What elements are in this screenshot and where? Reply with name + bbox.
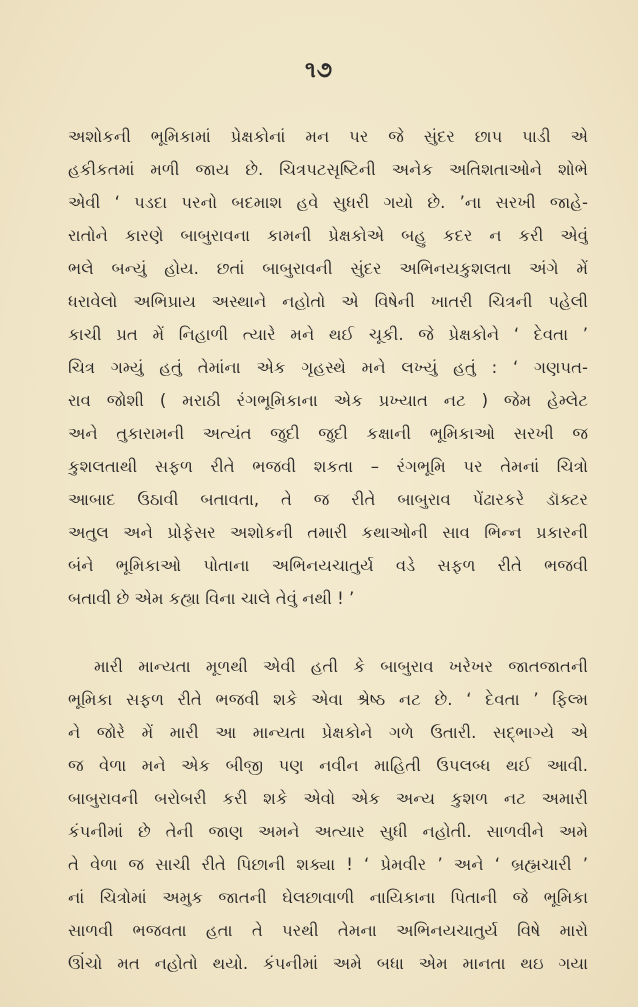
text-line: કંપનીમાં છે તેની જાણ અમને અત્યાર સુધી નહોતી. સાળવીને અમે [68,822,588,841]
text-line: અને તુકારામની અત્યંત જુદી જુદી કક્ષાની ભૂમિકાઓ સરખી જ [68,424,588,443]
text-line: ભલે બન્યું હોય. છતાં બાબુરાવની સુંદર અભિનયકુશલતા અંગે મેં [68,259,588,278]
text-line: કાચી પ્રત મેં નિહાળી ત્યારે મને થઈ ચૂકી. જે પ્રેક્ષકોને ‘ દેવતા ’ [68,325,588,344]
text-line: બંને ભૂમિકાઓ પોતાના અભિનયચાતુર્ય વડે સફળ રીતે ભજવી [68,556,588,575]
text-line: ધરાવેલો અભિપ્રાય અસ્થાને નહોતો એ વિષેની ખાતરી ચિત્રની પહેલી [68,292,588,311]
text-line: ચિત્ર ગમ્યું હતું તેમાંના એક ગૃહસ્થે મને લખ્યું હતું : ‘ ગણપત- [68,358,588,377]
text-line: નાં ચિત્રોમાં અમુક જાતની ઘેલછાવાળી નાયિકાના પિતાની જે ભૂમિકા [68,888,588,907]
text-line: ઊંચો મત નહોતો થયો. કંપનીમાં અમે બધા એમ માનતા થઇ ગયા [68,954,588,973]
paragraph-2 [68,650,588,980]
text-line: મારી માન્યતા મૂળથી એવી હતી કે બાબુરાવ ખરેખર જાતજાતની [94,657,588,676]
text-line: ભૂમિકા સફળ રીતે ભજવી શકે એવા શ્રેષ્ઠ નટ છે. ‘ દેવતા ’ ફિલ્મ [68,690,588,709]
text-line: રાતોને કારણે બાબુરાવના કામની પ્રેક્ષકોએ બહુ કદર ન કરી એવું [68,226,588,245]
text-line: એવી ‘ પડદા પરનો બદમાશ હવે સુધરી ગયો છે. ’ના સરખી જાહે- [68,193,588,212]
text-line: હકીકતમાં મળી જાય છે. ચિત્રપટસૃષ્ટિની અનેક અતિશતાઓને શોભે [68,160,588,179]
text-line: અતુલ અને પ્રોફેસર અશોકની તમારી કથાઓની સાવ ભિન્ન પ્રકારની [68,523,588,542]
text-line: ને જોરે મેં મારી આ માન્યતા પ્રેક્ષકોને ગળે ઉતારી. સદ્ભાગ્યે એ [68,723,588,742]
text-line: સાળવી ભજવતા હતા તે પરથી તેમના અભિનયચાતુર્ય વિષે મારો [68,921,588,940]
page-number: ૧૭ [304,58,334,83]
text-line: રાવ જોશી ( મરાઠી રંગભૂમિકાના એક પ્રખ્યાત નટ ) જેમ હેમ્લેટ [68,391,588,410]
text-line: અશોકની ભૂમિકામાં પ્રેક્ષકોનાં મન પર જે સુંદર છાપ પાડી એ [68,127,588,146]
text-line: કુશલતાથી સફળ રીતે ભજવી શકતા – રંગભૂમિ પર તેમનાં ચિત્રો [68,457,588,476]
text-line: આબાદ ઉઠાવી બતાવતા, તે જ રીતે બાબુરાવ પેંઢારકરે ડૉક્ટર [68,490,588,509]
paragraph-1 [68,120,588,615]
text-line: તે વેળા જ સાચી રીતે પિછાની શક્યા ! ‘ પ્રેમવીર ’ અને ‘ બ્રહ્મચારી ’ [68,855,588,874]
text-line: બાબુરાવની બરોબરી કરી શકે એવો એક અન્ય કુશળ નટ અમારી [68,789,588,808]
text-line: બતાવી છે એમ કહ્યા વિના ચાલે તેવું નથી ! ’ [68,589,355,608]
text-line: જ વેળા મને એક બીજી પણ નવીન માહિતી ઉપલબ્ધ થઈ આવી. [68,756,588,775]
